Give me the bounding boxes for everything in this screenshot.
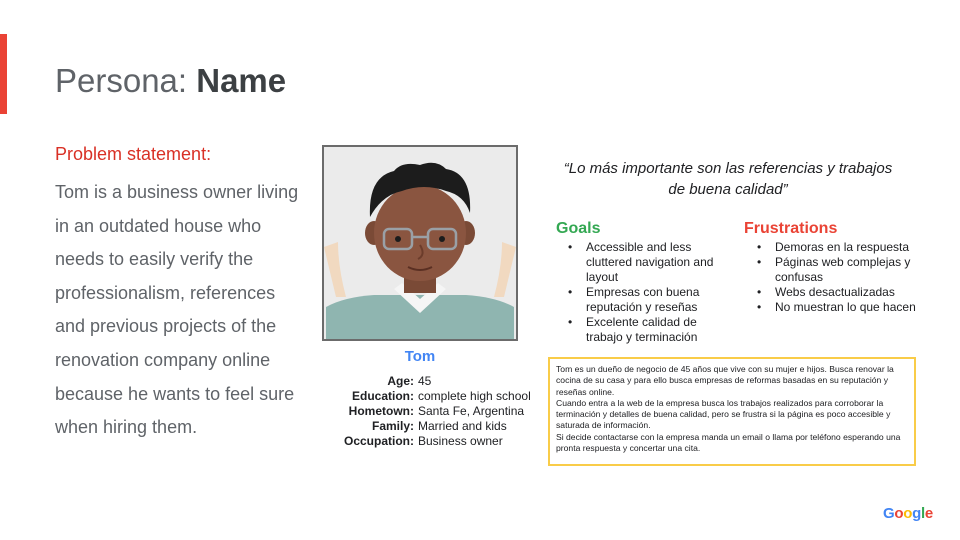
frustration-item: • Webs desactualizadas	[751, 285, 921, 300]
fact-occupation	[330, 434, 531, 449]
goal-item: • Excelente calidad de trabajo y terminación	[562, 315, 732, 345]
title-name: Name	[196, 62, 287, 99]
fact-age	[330, 374, 531, 389]
fact-family-label: Family:	[371, 419, 414, 433]
logo-letter: e	[924, 505, 933, 522]
scenario-paragraph: Si decide contactarse con la empresa manda un email o llama por teléfono esperando una pronta respuesta y concertar una cita.	[556, 431, 901, 454]
scenario-paragraph: Cuando entra a la web de la empresa busca los trabajos realizados para corroborar la terminación y detalles de buena calidad, pero se frustra si la página es poco accesible y saturada de información.	[556, 397, 891, 431]
logo-letter: G	[883, 505, 895, 522]
frustrations-list	[751, 240, 921, 315]
fact-occupation-value: Business owner	[418, 434, 503, 448]
persona-quote: “Lo más importante son las referencias y trabajos de buena calidad”	[563, 160, 893, 198]
goals-heading: Goals	[556, 220, 601, 237]
fact-hometown-label: Hometown:	[348, 404, 414, 418]
fact-hometown	[330, 404, 531, 419]
scenario-box	[548, 357, 916, 466]
problem-statement-text: Tom is a business owner living in an outdated house who needs to easily verify the professionalism, references and previous projects of the renovation company online because he wants to feel sure when hiring them.	[55, 182, 299, 438]
logo-letter: g	[912, 505, 921, 522]
persona-name: Tom	[404, 348, 436, 365]
logo-letter: l	[921, 505, 925, 522]
avatar-illustration	[324, 147, 516, 339]
fact-education-value: complete high school	[418, 389, 531, 403]
frustrations-heading: Frustrations	[744, 220, 838, 237]
logo-letter: o	[903, 505, 913, 522]
frustration-item: • Demoras en la respuesta	[751, 240, 921, 255]
fact-age-label: Age:	[387, 374, 414, 388]
fact-occupation-label: Occupation:	[343, 434, 414, 448]
frustration-item: • No muestran lo que hacen	[751, 300, 921, 315]
problem-statement-label: Problem statement:	[55, 144, 212, 164]
goal-item: • Accessible and less cluttered navigation and layout	[562, 240, 732, 285]
title-prefix: Persona:	[55, 62, 197, 99]
persona-photo	[322, 145, 518, 341]
fact-hometown-value: Santa Fe, Argentina	[418, 404, 525, 418]
fact-family-value: Married and kids	[418, 419, 507, 433]
frustration-item: • Páginas web complejas y confusas	[751, 255, 921, 285]
scenario-paragraph: Tom es un dueño de negocio de 45 años que vive con su mujer e hijos. Busca renovar la cocina de su casa y para ello busca empresas de reformas basadas en su reputación y reseñas online.	[556, 364, 894, 397]
fact-education	[330, 389, 531, 404]
google-logo	[883, 505, 933, 522]
fact-family	[330, 419, 531, 434]
goal-item: • Empresas con buena reputación y reseñas	[562, 285, 732, 315]
accent-bar	[0, 34, 7, 114]
goals-list	[562, 240, 732, 345]
persona-facts	[330, 374, 531, 449]
fact-education-label: Education:	[352, 389, 414, 403]
logo-letter: o	[894, 505, 904, 522]
fact-age-value: 45	[418, 374, 432, 388]
page-title	[55, 62, 286, 100]
